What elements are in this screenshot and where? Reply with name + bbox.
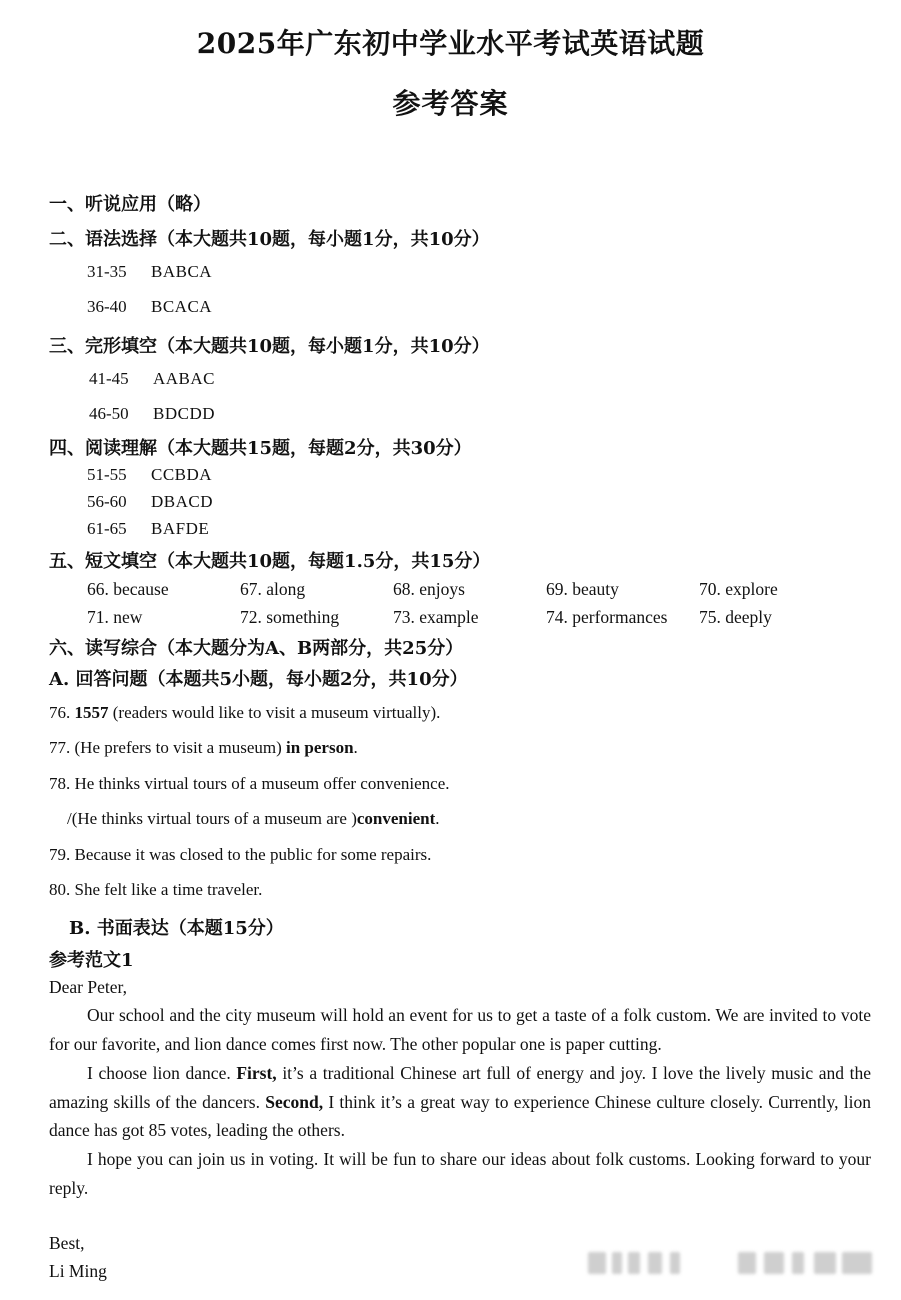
blank-answer: 70. explore xyxy=(699,579,778,599)
answer-letters: BAFDE xyxy=(151,519,210,538)
answer-row xyxy=(87,519,209,539)
qa-text: /(He thinks virtual tours of a museum are ) xyxy=(67,809,357,828)
qa-key-phrase: 1557 xyxy=(74,703,109,722)
subsection-heading-writing: B. 书面表达（本题15分） xyxy=(69,918,284,939)
letter-greeting: Dear Peter, xyxy=(49,977,128,997)
page-title: 2025年广东初中学业水平考试英语试题 xyxy=(196,27,705,60)
letter-paragraph-3: I hope you can join us in voting. It will be fun to share our ideas about folk customs. Looking forward to your reply. xyxy=(49,1149,871,1198)
answer-row xyxy=(87,465,212,485)
page-subtitle: 参考答案 xyxy=(392,87,509,120)
qa-answer-78: 78. He thinks virtual tours of a museum offer convenience. xyxy=(49,774,450,793)
qa-text: (readers would like to visit a museum virtually). xyxy=(108,703,441,722)
qa-key-phrase: in person xyxy=(286,738,354,757)
answer-letters: BABCA xyxy=(151,262,213,281)
blank-answer: 75. deeply xyxy=(699,607,772,627)
subsection-heading-qa: A. 回答问题（本题共5小题，每小题2分，共10分） xyxy=(49,669,468,690)
letter-signature: Li Ming xyxy=(49,1261,107,1281)
blank-answer: 66. because xyxy=(87,579,169,599)
blank-answer: 74. performances xyxy=(546,607,668,627)
answer-letters: DBACD xyxy=(151,492,214,511)
qa-answer-76 xyxy=(49,703,440,723)
letter-text: it’s a traditional Chinese art full of energy and joy. I love the lively music and the amazing skills of the dancers. xyxy=(49,1063,871,1112)
qa-text: . xyxy=(353,738,358,757)
question-range: 56-60 xyxy=(87,492,127,511)
question-range: 41-45 xyxy=(89,369,129,388)
blank-answer: 73. example xyxy=(393,607,479,627)
section-heading-reading: 四、阅读理解（本大题共15题，每题2分，共30分） xyxy=(49,438,472,459)
qa-answer-79: 79. Because it was closed to the public for some repairs. xyxy=(49,845,432,864)
answer-letters: CCBDA xyxy=(151,465,213,484)
section-heading-grammar: 二、语法选择（本大题共10题，每小题1分，共10分） xyxy=(49,229,490,250)
answer-row xyxy=(87,297,212,317)
qa-text: . xyxy=(435,809,440,828)
answer-letters: AABAC xyxy=(153,369,216,388)
blank-answer: 71. new xyxy=(87,607,143,627)
answer-row xyxy=(89,404,215,424)
qa-text: 76. xyxy=(49,703,75,722)
sample-essay-label: 参考范文1 xyxy=(49,950,134,971)
section-heading-listening: 一、听说应用（略） xyxy=(49,194,211,215)
blurred-watermark xyxy=(588,1248,878,1280)
question-range: 36-40 xyxy=(87,297,127,316)
section-heading-cloze: 三、完形填空（本大题共10题，每小题1分，共10分） xyxy=(49,336,490,357)
section-heading-blanks: 五、短文填空（本大题共10题，每题1.5分，共15分） xyxy=(49,551,491,572)
letter-text: I choose lion dance. xyxy=(87,1063,237,1083)
qa-answer-77 xyxy=(49,738,358,758)
question-range: 51-55 xyxy=(87,465,127,484)
answer-row xyxy=(87,262,212,282)
qa-answer-80: 80. She felt like a time traveler. xyxy=(49,880,263,899)
blank-answer: 67. along xyxy=(240,579,306,599)
letter-paragraph-1: Our school and the city museum will hold an event for us to get a taste of a folk custom. We are invited to vote for our favorite, and lion dance comes first now. The other popular one is paper cutting. xyxy=(49,1005,871,1054)
qa-text: 77. (He prefers to visit a museum) xyxy=(49,738,286,757)
question-range: 61-65 xyxy=(87,519,127,538)
qa-key-phrase: convenient xyxy=(356,809,436,828)
blank-answer: 68. enjoys xyxy=(393,579,465,599)
answer-letters: BCACA xyxy=(151,297,213,316)
letter-text: I think it’s a great way to experience Chinese culture closely. Currently, lion dance has got 85 votes, leading the others. xyxy=(49,1091,871,1140)
letter-closing: Best, xyxy=(49,1233,85,1253)
qa-answer-78-alt xyxy=(67,809,440,829)
letter-second-marker: Second, xyxy=(265,1091,324,1112)
question-range: 46-50 xyxy=(89,404,129,423)
letter-first-marker: First, xyxy=(236,1063,277,1083)
answer-row xyxy=(89,369,215,389)
blank-answer: 69. beauty xyxy=(546,579,619,599)
letter-paragraph-2 xyxy=(49,1059,871,1145)
blank-answer: 72. something xyxy=(240,607,340,627)
answer-row xyxy=(87,492,213,512)
question-range: 31-35 xyxy=(87,262,127,281)
section-heading-integrated: 六、读写综合（本大题分为A、B两部分，共25分） xyxy=(49,638,464,659)
answer-letters: BDCDD xyxy=(153,404,216,423)
